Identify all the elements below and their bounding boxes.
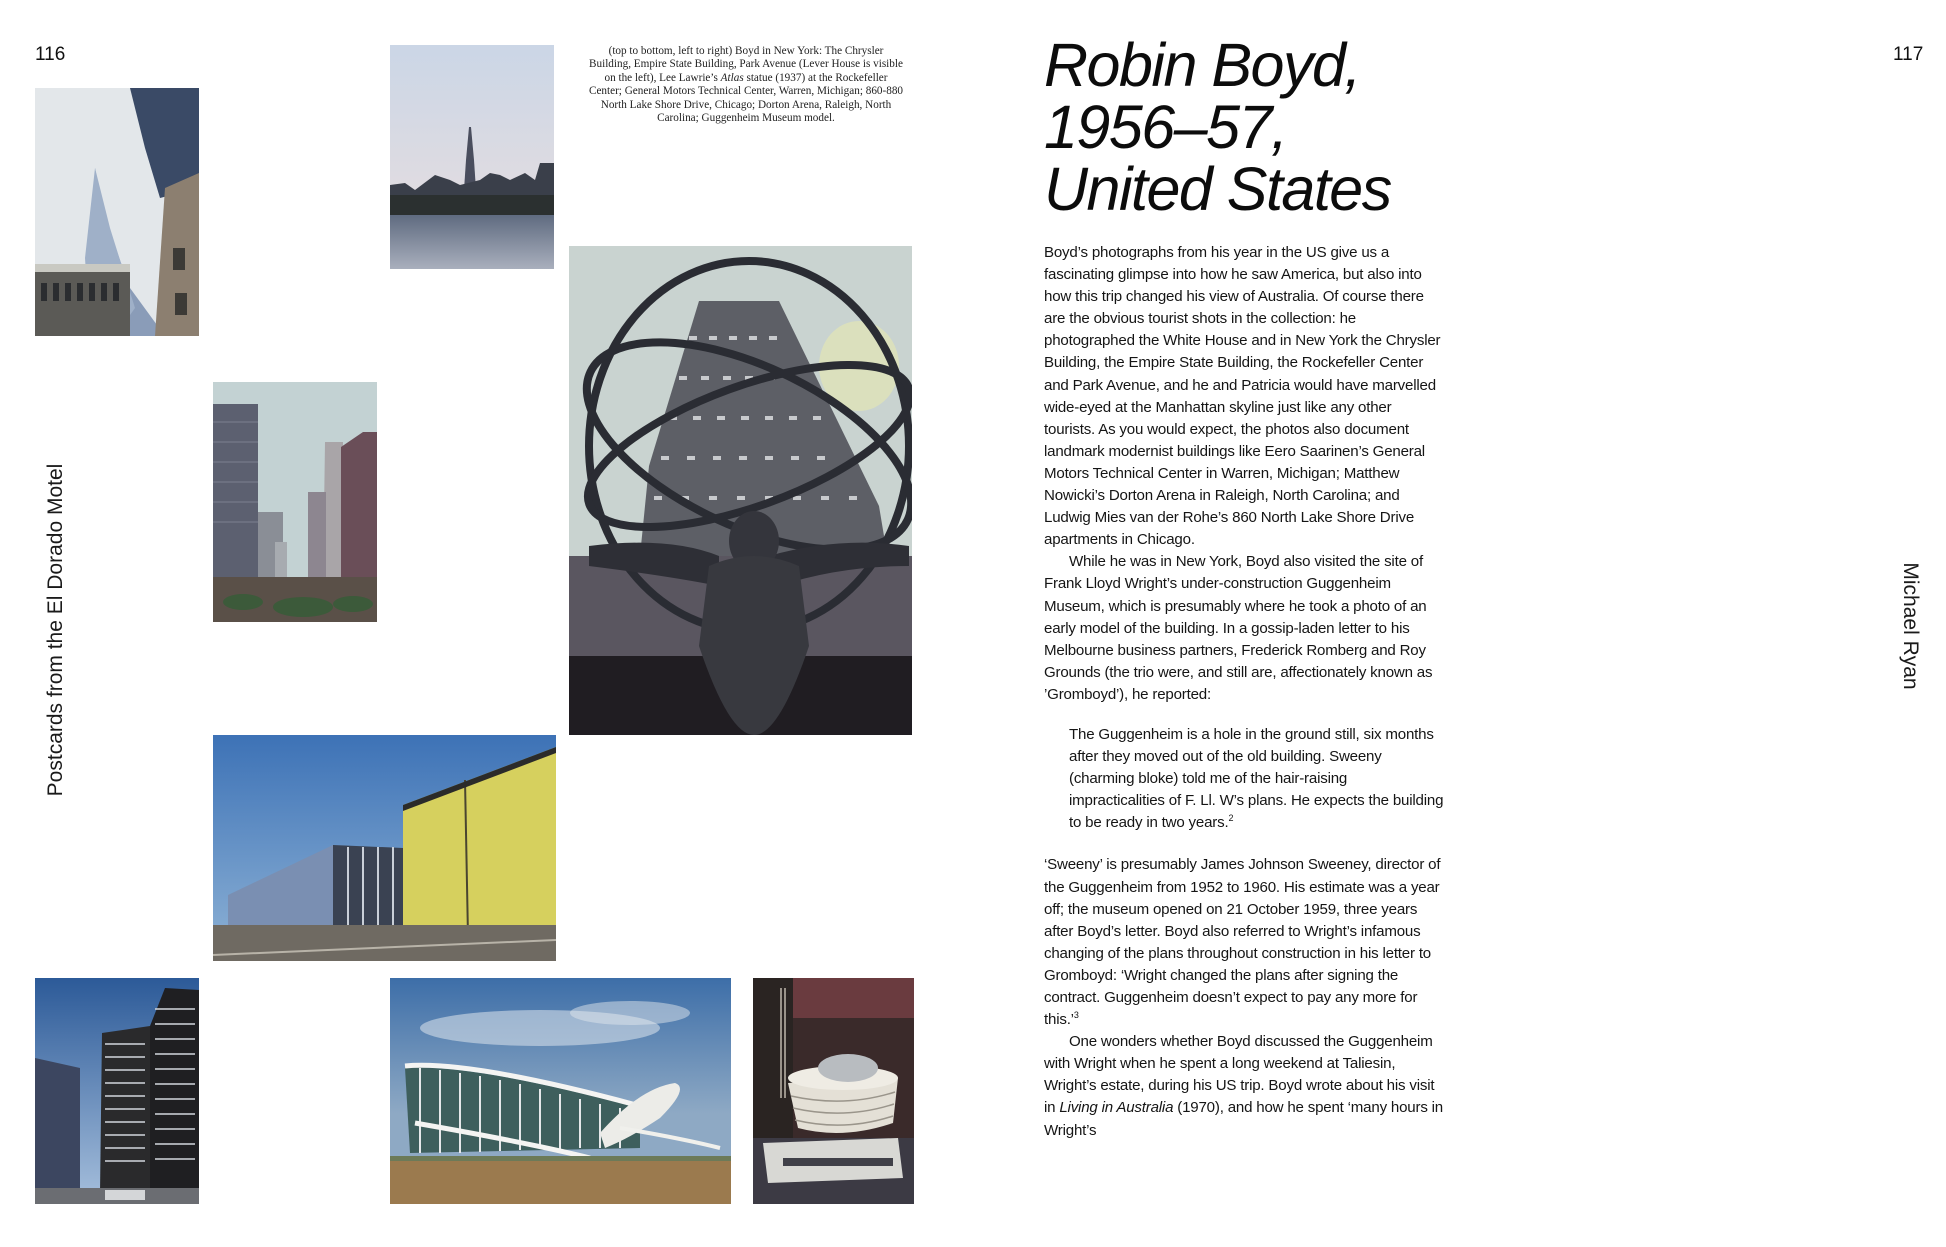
footnote-ref-2[interactable]: 2 xyxy=(1228,813,1234,824)
paragraph-3 xyxy=(1044,854,1444,1031)
photo-empire-state-building xyxy=(390,45,554,269)
book-title: Living in Australia xyxy=(1059,1099,1174,1117)
photo-dorton-arena xyxy=(390,978,731,1204)
paragraph-4-start: One wonders whether Boyd discussed the Guggenheim with Wright when he spent a long weekend at Taliesin, Wright’s estate, during his US trip. Boyd wrote about his visit in xyxy=(1044,1033,1435,1117)
photo-caption xyxy=(588,45,904,125)
footnote-ref-3[interactable]: 3 xyxy=(1073,1010,1079,1021)
paragraph-2: While he was in New York, Boyd also visited the site of Frank Lloyd Wright’s under-construction Guggenheim Museum, which is presumably where he took a photo of an early model of the building. In a gossip-laden letter to his Melbourne business partners, Frederick Romberg and Roy Grounds (the trio were, and still are, affectionately known as ’Gromboyd’), he reported: xyxy=(1044,553,1433,703)
caption-suffix: statue (1937) at the Rockefeller Center; General Motors Technical Center, Warren, Michigan; 860-880 North Lake Shore Drive, Chicago; Dorton Arena, Raleigh, North Carolina; Guggenheim Museum model. xyxy=(588,71,904,125)
paragraph-4-end: (1970), and how he spent ‘many hours in Wright’s xyxy=(1044,1099,1444,1139)
photo-guggenheim-model xyxy=(753,978,914,1204)
photo-chrysler-building xyxy=(35,88,199,336)
paragraph-3-text: ‘Sweeny’ is presumably James Johnson Sweeney, director of the Guggenheim from 1952 to 1960. His estimate was a year off; the museum opened on 21 October 1959, three years after Boyd’s letter. Boyd also referred to Wright’s infamous changing of the plans throughout construction in his letter to Gromboyd: ‘Wright changed the plans after signing the contract. Guggenheim doesn’t expect to pay any more for this.’ xyxy=(1044,856,1441,1029)
page-number-right: 117 xyxy=(1893,44,1924,65)
photo-lake-shore-drive xyxy=(35,978,199,1204)
body-text xyxy=(1044,242,1444,1142)
photo-park-avenue xyxy=(213,382,377,622)
running-head-left: Postcards from the El Dorado Motel xyxy=(44,463,67,797)
page-number-left: 116 xyxy=(35,44,66,65)
caption-italic: Atlas xyxy=(720,71,744,84)
quote-text: The Guggenheim is a hole in the ground still, six months after they moved out of the old building. Sweeny (charming bloke) told me of the hair-raising impracticalities of F. Ll. W’s plans. He expects the building to be ready in two years. xyxy=(1069,725,1444,832)
title-line: United States xyxy=(1044,155,1391,223)
photo-atlas-statue xyxy=(569,246,912,735)
running-head-right: Michael Ryan xyxy=(1899,562,1922,690)
title-line: 1956–57, xyxy=(1044,93,1287,161)
chapter-title xyxy=(1044,31,1391,223)
title-line: Robin Boyd, xyxy=(1044,31,1360,99)
caption-prefix: (top to bottom, left to right) Boyd in New York: The Chrysler Building, Empire State Building, Park Avenue (Lever House is visible on the left), Lee Lawrie’s xyxy=(589,45,903,84)
block-quote xyxy=(1069,724,1444,834)
paragraph-1: Boyd’s photographs from his year in the US give us a fascinating glimpse into how he saw America, but also into how this trip changed his view of Australia. Of course there are the obvious tourist shots in the collection: he photographed the White House and in New York the Chrysler Building, the Empire State Building, the Rockefeller Center and Park Avenue, and he and Patricia would have marvelled wide-eyed at the Manhattan skyline just like any other tourists. As you would expect, the photos also document landmark modernist buildings like Eero Saarinen’s General Motors Technical Center in Warren, Michigan; Matthew Nowicki’s Dorton Arena in Raleigh, North Carolina; and Ludwig Mies van der Rohe’s 860 North Lake Shore Drive apartments in Chicago. xyxy=(1044,244,1441,549)
photo-gm-technical-center xyxy=(213,735,556,961)
paragraph-4 xyxy=(1044,1031,1444,1141)
